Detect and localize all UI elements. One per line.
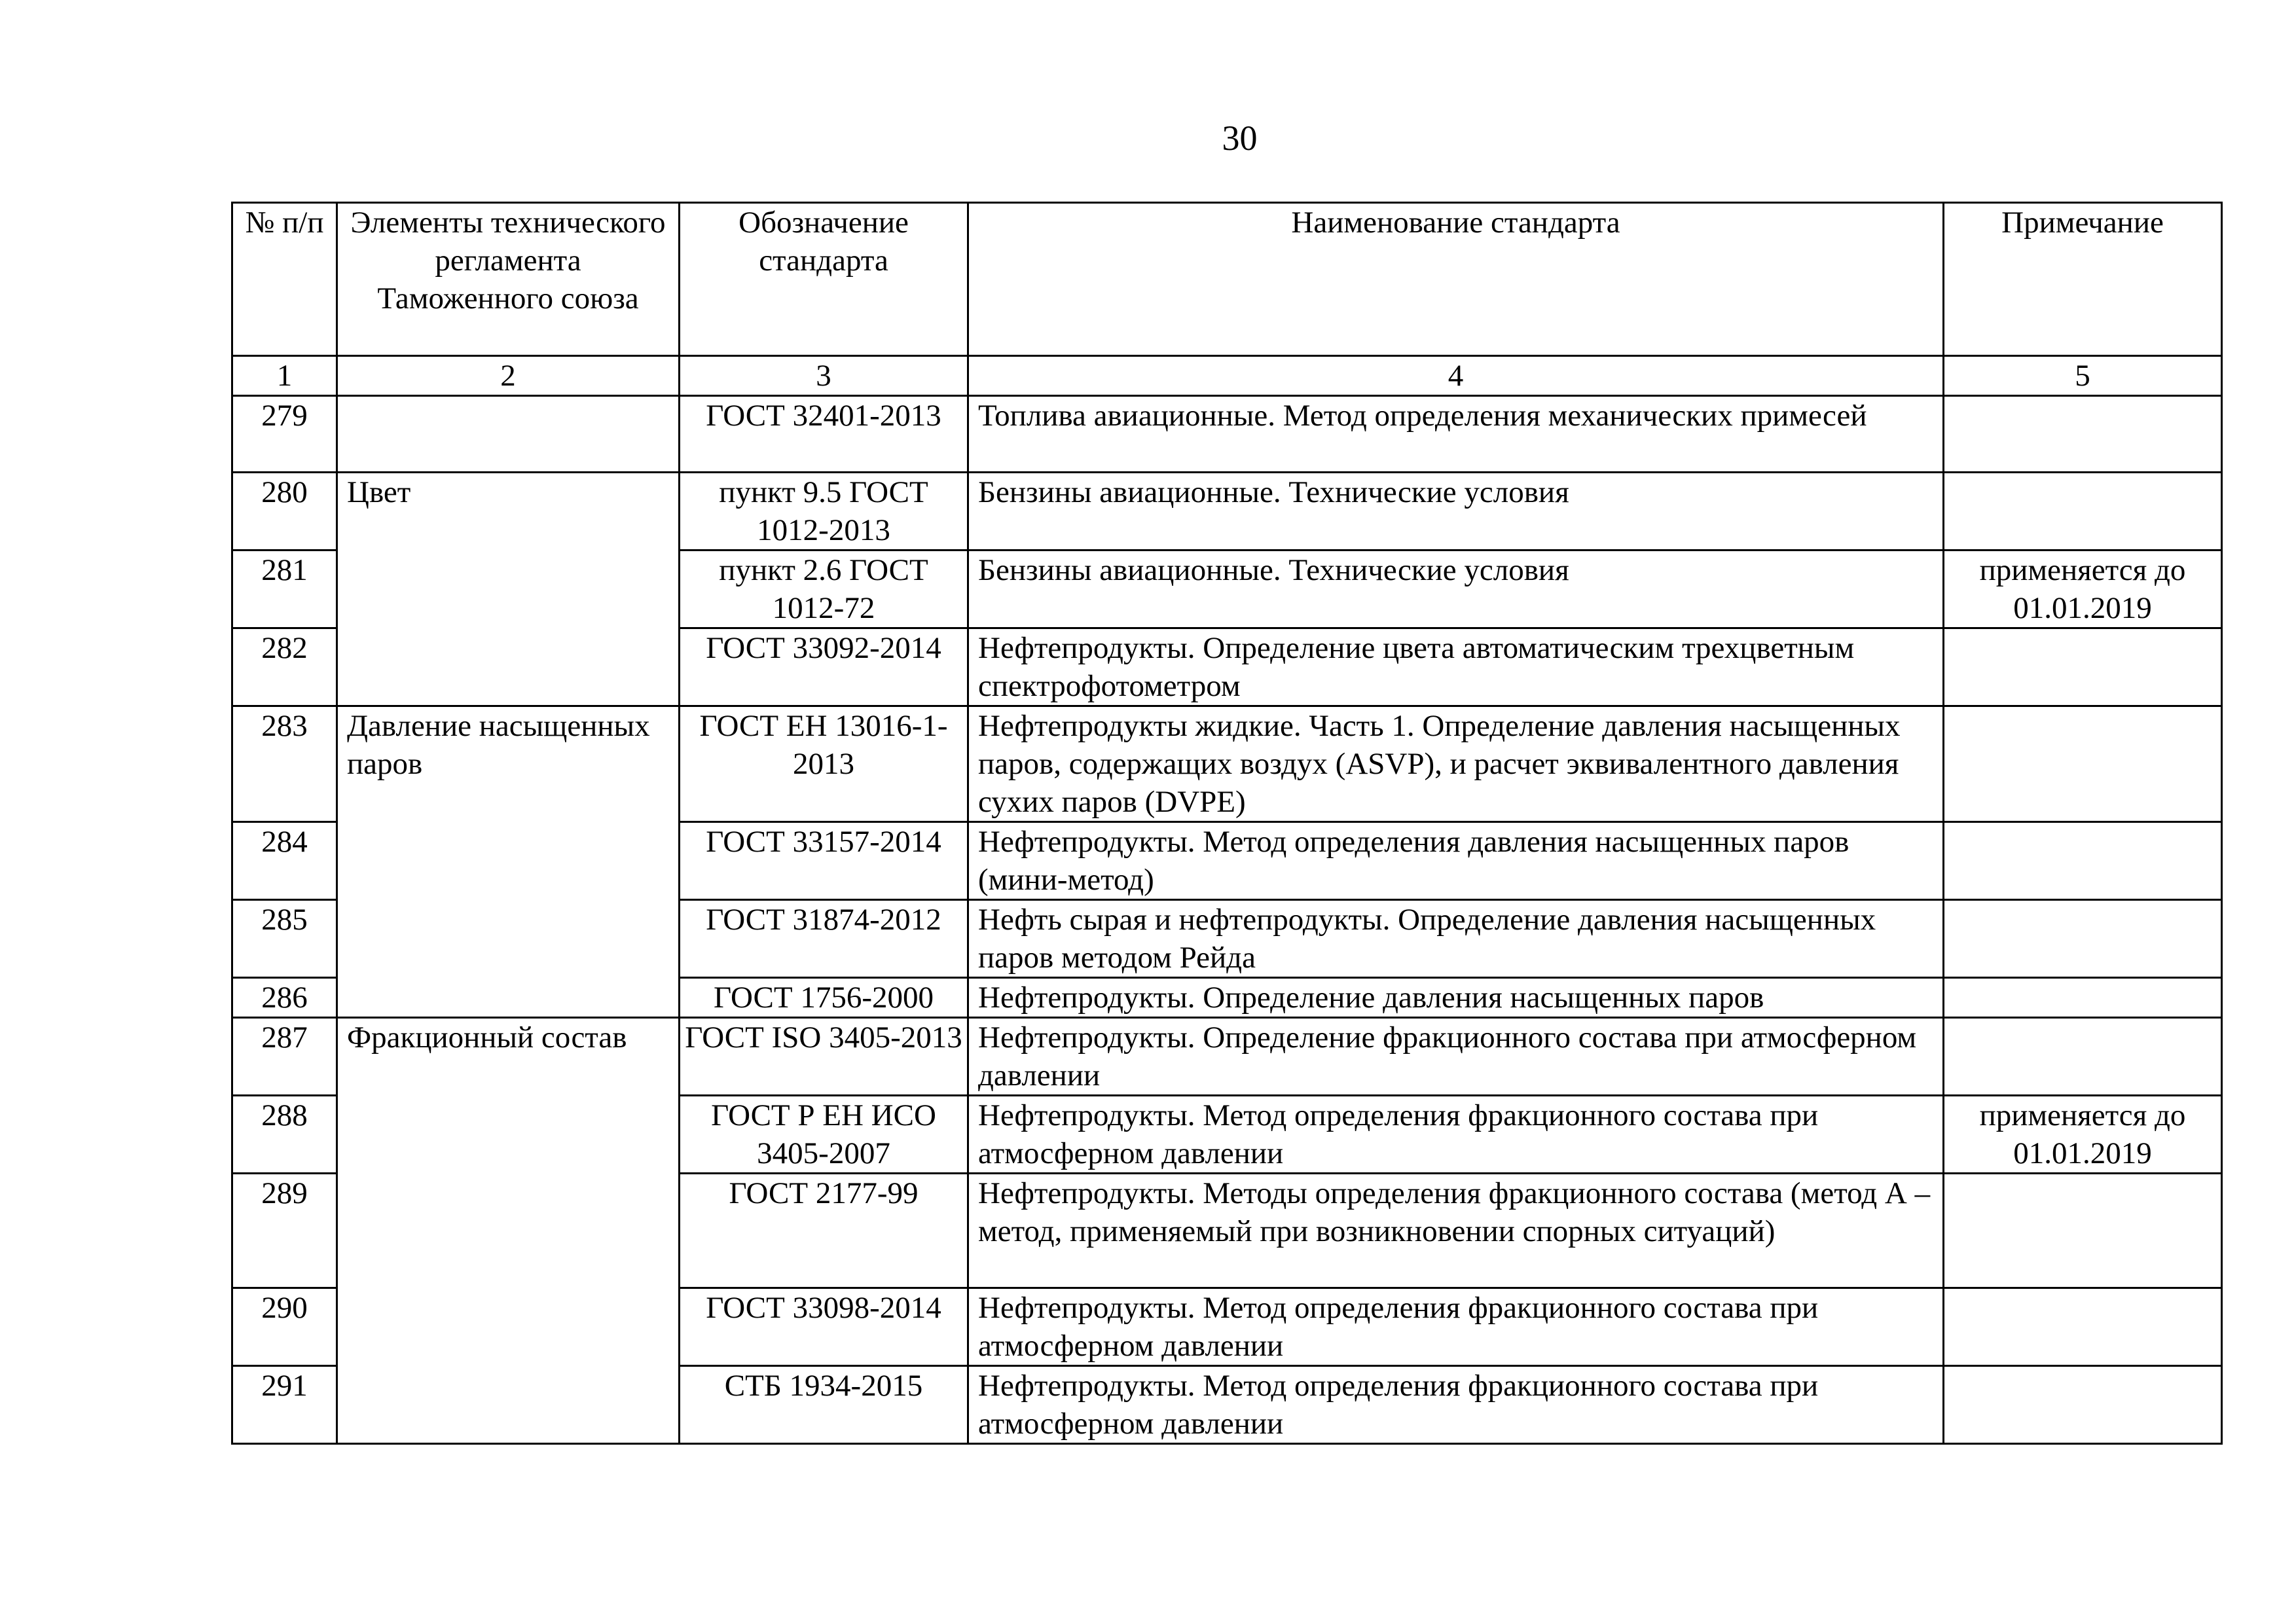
standard-name: Нефтепродукты. Методы определения фракционного состава (метод А – метод, применяемый при возникновении спорных ситуаций) — [968, 1174, 1944, 1288]
row-number: 291 — [232, 1366, 337, 1444]
standard-code: ГОСТ 31874-2012 — [680, 900, 968, 978]
standard-code: ГОСТ 33092-2014 — [680, 628, 968, 706]
row-number: 286 — [232, 978, 337, 1018]
standard-code: ГОСТ 32401-2013 — [680, 396, 968, 473]
page-number: 30 — [1222, 118, 1258, 158]
standard-code: ГОСТ ЕН 13016-1-2013 — [680, 706, 968, 822]
row-number: 290 — [232, 1288, 337, 1366]
table-row — [232, 396, 2222, 473]
standard-name: Нефтепродукты жидкие. Часть 1. Определение давления насыщенных паров, содержащих воздух (ASVP), и расчет эквивалентного давления сухих паров (DVPE) — [968, 706, 1944, 822]
column-number: 4 — [968, 356, 1944, 396]
header-number: № п/п — [232, 203, 337, 356]
element-cell: Давление насыщенных паров — [337, 706, 680, 1018]
column-number: 3 — [680, 356, 968, 396]
note-cell — [1944, 1174, 2222, 1288]
standard-name: Бензины авиационные. Технические условия — [968, 550, 1944, 628]
row-number: 288 — [232, 1096, 337, 1174]
column-number: 1 — [232, 356, 337, 396]
table-row — [232, 473, 2222, 550]
standard-code: ГОСТ 33157-2014 — [680, 822, 968, 900]
table-row — [232, 1018, 2222, 1096]
header-element: Элементы технического регламента Таможенного союза — [337, 203, 680, 356]
standard-code: пункт 9.5 ГОСТ 1012-2013 — [680, 473, 968, 550]
standard-name: Топлива авиационные. Метод определения механических примесей — [968, 396, 1944, 473]
row-number: 279 — [232, 396, 337, 473]
standard-name: Нефтепродукты. Определение фракционного состава при атмосферном давлении — [968, 1018, 1944, 1096]
standard-name: Нефтепродукты. Метод определения фракционного состава при атмосферном давлении — [968, 1366, 1944, 1444]
note-cell — [1944, 1366, 2222, 1444]
standard-code: пункт 2.6 ГОСТ 1012-72 — [680, 550, 968, 628]
element-cell: Фракционный состав — [337, 1018, 680, 1444]
standard-code: ГОСТ 1756-2000 — [680, 978, 968, 1018]
note-cell — [1944, 900, 2222, 978]
column-number-row — [232, 356, 2222, 396]
row-number: 289 — [232, 1174, 337, 1288]
row-number: 282 — [232, 628, 337, 706]
row-number: 280 — [232, 473, 337, 550]
note-cell — [1944, 978, 2222, 1018]
row-number: 281 — [232, 550, 337, 628]
standard-name: Нефтепродукты. Метод определения фракционного состава при атмосферном давлении — [968, 1288, 1944, 1366]
element-cell: Цвет — [337, 473, 680, 706]
note-cell — [1944, 822, 2222, 900]
standard-name: Нефтепродукты. Метод определения давления насыщенных паров (мини-метод) — [968, 822, 1944, 900]
note-cell: применяется до 01.01.2019 — [1944, 1096, 2222, 1174]
header-row — [232, 203, 2222, 356]
header-note: Примечание — [1944, 203, 2222, 356]
standard-code: ГОСТ Р ЕН ИСО 3405-2007 — [680, 1096, 968, 1174]
column-number: 5 — [1944, 356, 2222, 396]
standard-code: ГОСТ 33098-2014 — [680, 1288, 968, 1366]
standards-table — [231, 202, 2223, 1445]
standard-code: СТБ 1934-2015 — [680, 1366, 968, 1444]
note-cell — [1944, 628, 2222, 706]
note-cell — [1944, 1018, 2222, 1096]
standard-code: ГОСТ ISO 3405-2013 — [680, 1018, 968, 1096]
standard-name: Нефть сырая и нефтепродукты. Определение давления насыщенных паров методом Рейда — [968, 900, 1944, 978]
row-number: 283 — [232, 706, 337, 822]
standard-name: Нефтепродукты. Определение цвета автоматическим трехцветным спектрофотометром — [968, 628, 1944, 706]
header-name: Наименование стандарта — [968, 203, 1944, 356]
row-number: 284 — [232, 822, 337, 900]
note-cell — [1944, 706, 2222, 822]
note-cell — [1944, 1288, 2222, 1366]
standard-name: Нефтепродукты. Определение давления насыщенных паров — [968, 978, 1944, 1018]
header-code: Обозначение стандарта — [680, 203, 968, 356]
standard-code: ГОСТ 2177-99 — [680, 1174, 968, 1288]
row-number: 287 — [232, 1018, 337, 1096]
column-number: 2 — [337, 356, 680, 396]
standard-name: Бензины авиационные. Технические условия — [968, 473, 1944, 550]
note-cell: применяется до 01.01.2019 — [1944, 550, 2222, 628]
note-cell — [1944, 396, 2222, 473]
row-number: 285 — [232, 900, 337, 978]
table-row — [232, 706, 2222, 822]
standard-name: Нефтепродукты. Метод определения фракционного состава при атмосферном давлении — [968, 1096, 1944, 1174]
element-cell — [337, 396, 680, 473]
note-cell — [1944, 473, 2222, 550]
